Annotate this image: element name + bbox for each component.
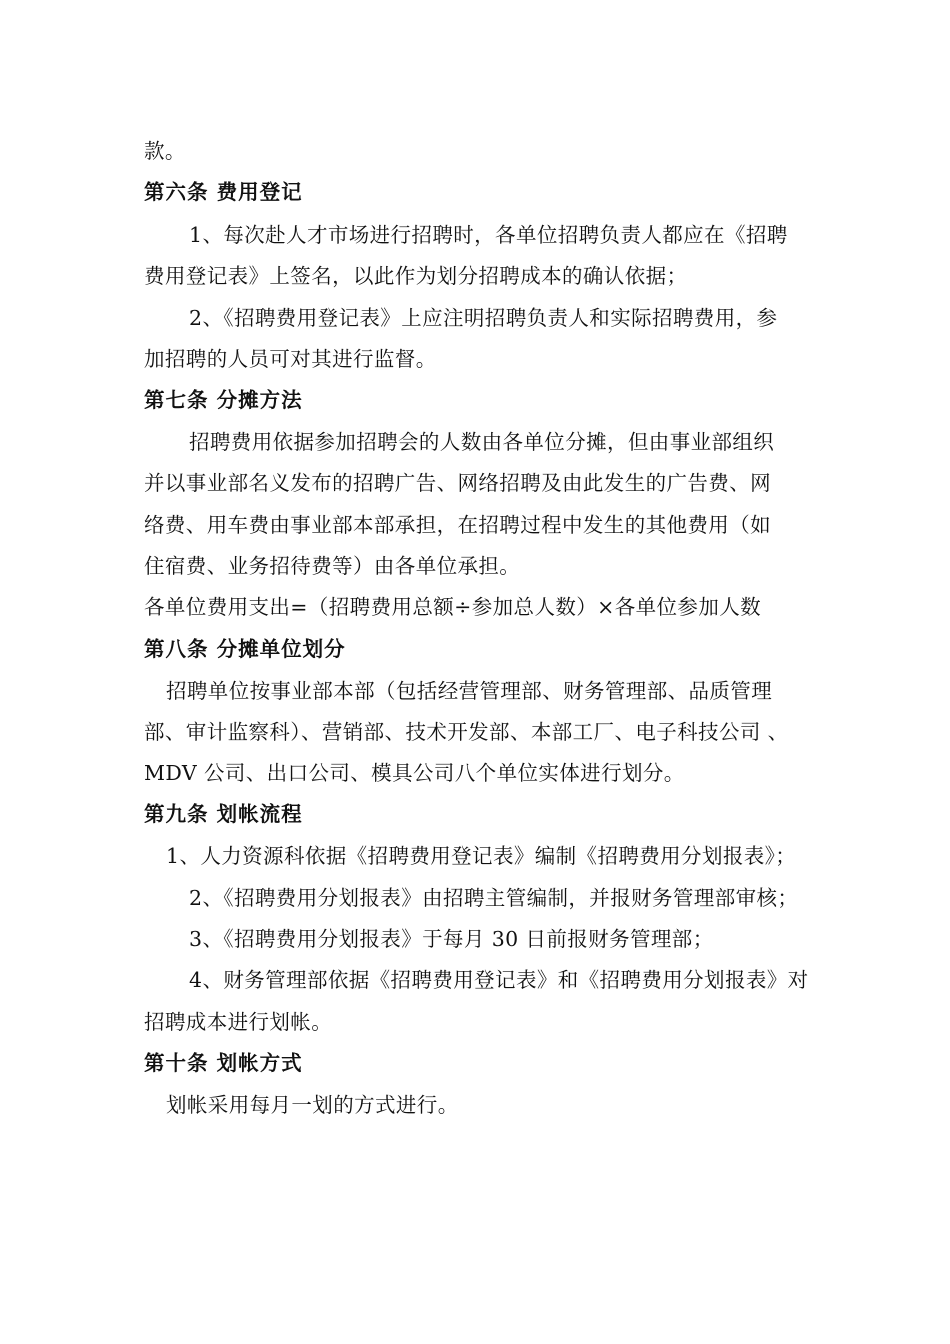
section-heading-9: 第九条 划帐流程 [144,802,303,826]
body-line: 并以事业部名义发布的招聘广告、网络招聘及由此发生的广告费、网 [144,471,771,495]
list-item: 4、财务管理部依据《招聘费用登记表》和《招聘费用分划报表》对 [189,968,809,992]
body-line: 部、审计监察科）、营销部、技术开发部、本部工厂、电子科技公司 、 [144,720,789,744]
list-item: 2、《招聘费用分划报表》由招聘主管编制，并报财务管理部审核； [189,886,799,910]
body-line: 络费、用车费由事业部本部承担，在招聘过程中发生的其他费用（如 [144,513,771,537]
section-heading-6: 第六条 费用登记 [144,180,303,204]
body-line: 住宿费、业务招待费等）由各单位承担。 [144,554,521,578]
body-line: 费用登记表》上签名，以此作为划分招聘成本的确认依据； [144,264,688,288]
body-line: 2、《招聘费用登记表》上应注明招聘负责人和实际招聘费用，参 [189,306,778,330]
list-item-continuation: 招聘成本进行划帐。 [144,1010,333,1034]
section-heading-8: 第八条 分摊单位划分 [144,637,346,661]
section-heading-7: 第七条 分摊方法 [144,388,303,412]
formula-line: 各单位费用支出=（招聘费用总额÷参加总人数）×各单位参加人数 [144,595,762,619]
list-item: 1、人力资源科依据《招聘费用登记表》编制《招聘费用分划报表》； [166,844,797,868]
body-line: 1、每次赴人才市场进行招聘时，各单位招聘负责人都应在《招聘 [189,223,788,247]
list-item: 3、《招聘费用分划报表》于每月 30 日前报财务管理部； [189,927,714,951]
body-line: 招聘费用依据参加招聘会的人数由各单位分摊，但由事业部组织 [189,430,775,454]
body-line: MDV 公司、出口公司、模具公司八个单位实体进行划分。 [144,761,685,785]
paragraph-continuation: 款。 [144,139,186,163]
body-line: 划帐采用每月一划的方式进行。 [166,1093,459,1117]
section-heading-10: 第十条 划帐方式 [144,1051,303,1075]
body-line: 加招聘的人员可对其进行监督。 [144,347,437,371]
body-line: 招聘单位按事业部本部（包括经营管理部、财务管理部、品质管理 [166,679,773,703]
